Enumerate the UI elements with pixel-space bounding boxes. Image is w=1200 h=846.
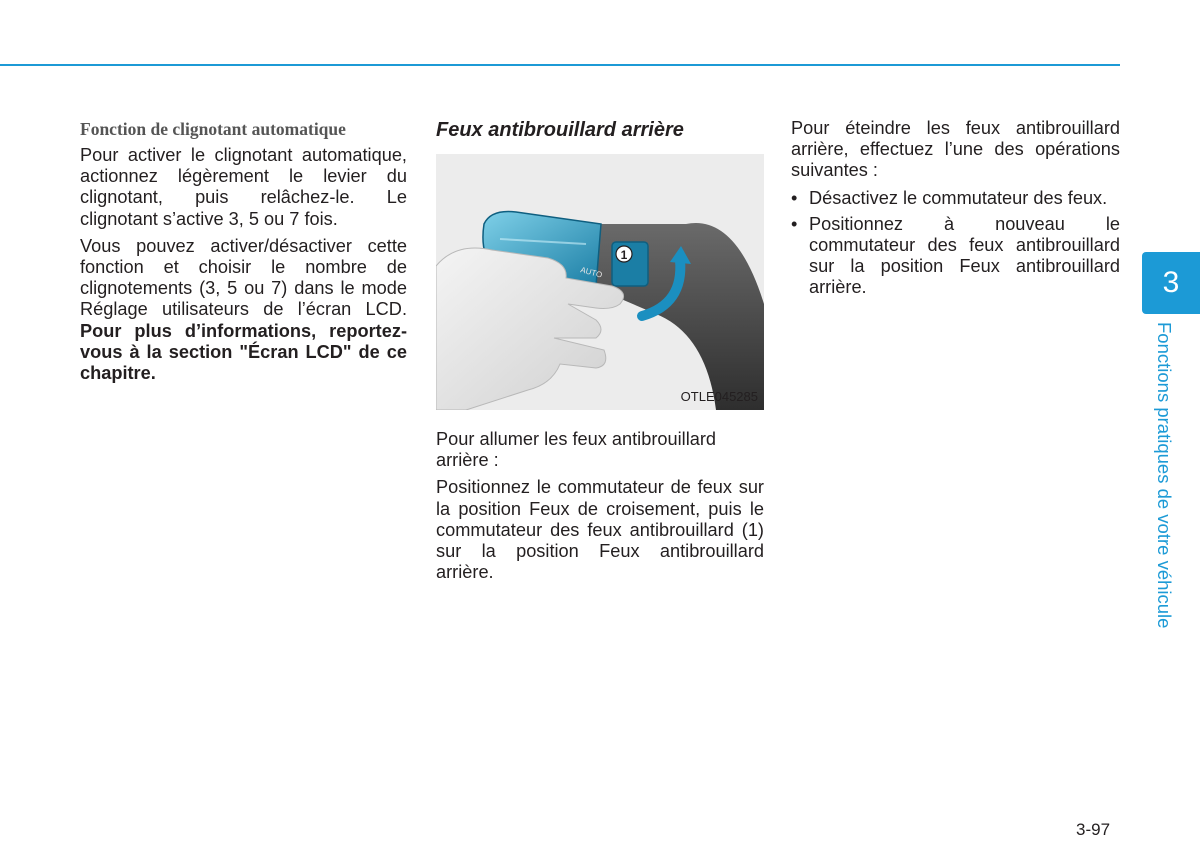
auto-position-label: AUTO bbox=[579, 265, 604, 280]
rear-fog-off-intro: Pour éteindre les feux antibrouillard arrière, effectuez l’une des opérations suivantes : bbox=[791, 118, 1120, 181]
page-number: 3-97 bbox=[1076, 820, 1111, 839]
chapter-tab: 3 bbox=[1142, 252, 1200, 314]
list-item-text: Positionnez à nouveau le commutateur des feux antibrouillard sur la position Feux antibrouillard arrière. bbox=[809, 213, 1120, 298]
rear-fog-off-list bbox=[791, 188, 1120, 299]
column-2 bbox=[436, 118, 764, 589]
bullet-marker: • bbox=[791, 213, 798, 234]
header-rule bbox=[0, 64, 1120, 66]
column-3 bbox=[791, 118, 1120, 304]
callout-number: 1 bbox=[620, 248, 628, 262]
rear-fog-on-instructions: Positionnez le commutateur de feux sur la position Feux de croisement, puis le commutateur des feux antibrouillard (1) sur la position Feux antibrouillard arrière. bbox=[436, 477, 764, 583]
bullet-marker: • bbox=[791, 187, 798, 208]
auto-turn-signal-paragraph-1: Pour activer le clignotant automatique, actionnez légèrement le levier du clignotant, puis relâchez-le. Le clignotant s’active 3, 5 ou 7 fois. bbox=[80, 145, 407, 229]
figure-code: OTLE045285 bbox=[680, 389, 758, 404]
paragraph-regular-text: Vous pouvez activer/désactiver cette fonction et choisir le nombre de clignotements (3, 5 ou 7) dans le mode Réglage utilisateurs de l’écran LCD. bbox=[80, 235, 407, 320]
paragraph-bold-reference: Pour plus d’informations, reportez-vous à la section "Écran LCD" de ce chapitre. bbox=[80, 320, 407, 384]
list-item bbox=[791, 188, 1120, 209]
auto-turn-signal-heading: Fonction de clignotant automatique bbox=[80, 119, 346, 139]
auto-turn-signal-paragraph-2 bbox=[80, 236, 407, 384]
lever-illustration bbox=[436, 154, 764, 410]
column-1 bbox=[80, 118, 407, 390]
chapter-title: Fonctions pratiques de votre véhicule bbox=[1154, 322, 1175, 629]
list-item-text: Désactivez le commutateur des feux. bbox=[809, 187, 1108, 208]
list-item bbox=[791, 214, 1120, 299]
rear-fog-heading: Feux antibrouillard arrière bbox=[436, 119, 684, 141]
rear-fog-on-intro: Pour allumer les feux antibrouillard arrière : bbox=[436, 429, 717, 471]
rear-fog-switch-figure bbox=[436, 154, 764, 410]
